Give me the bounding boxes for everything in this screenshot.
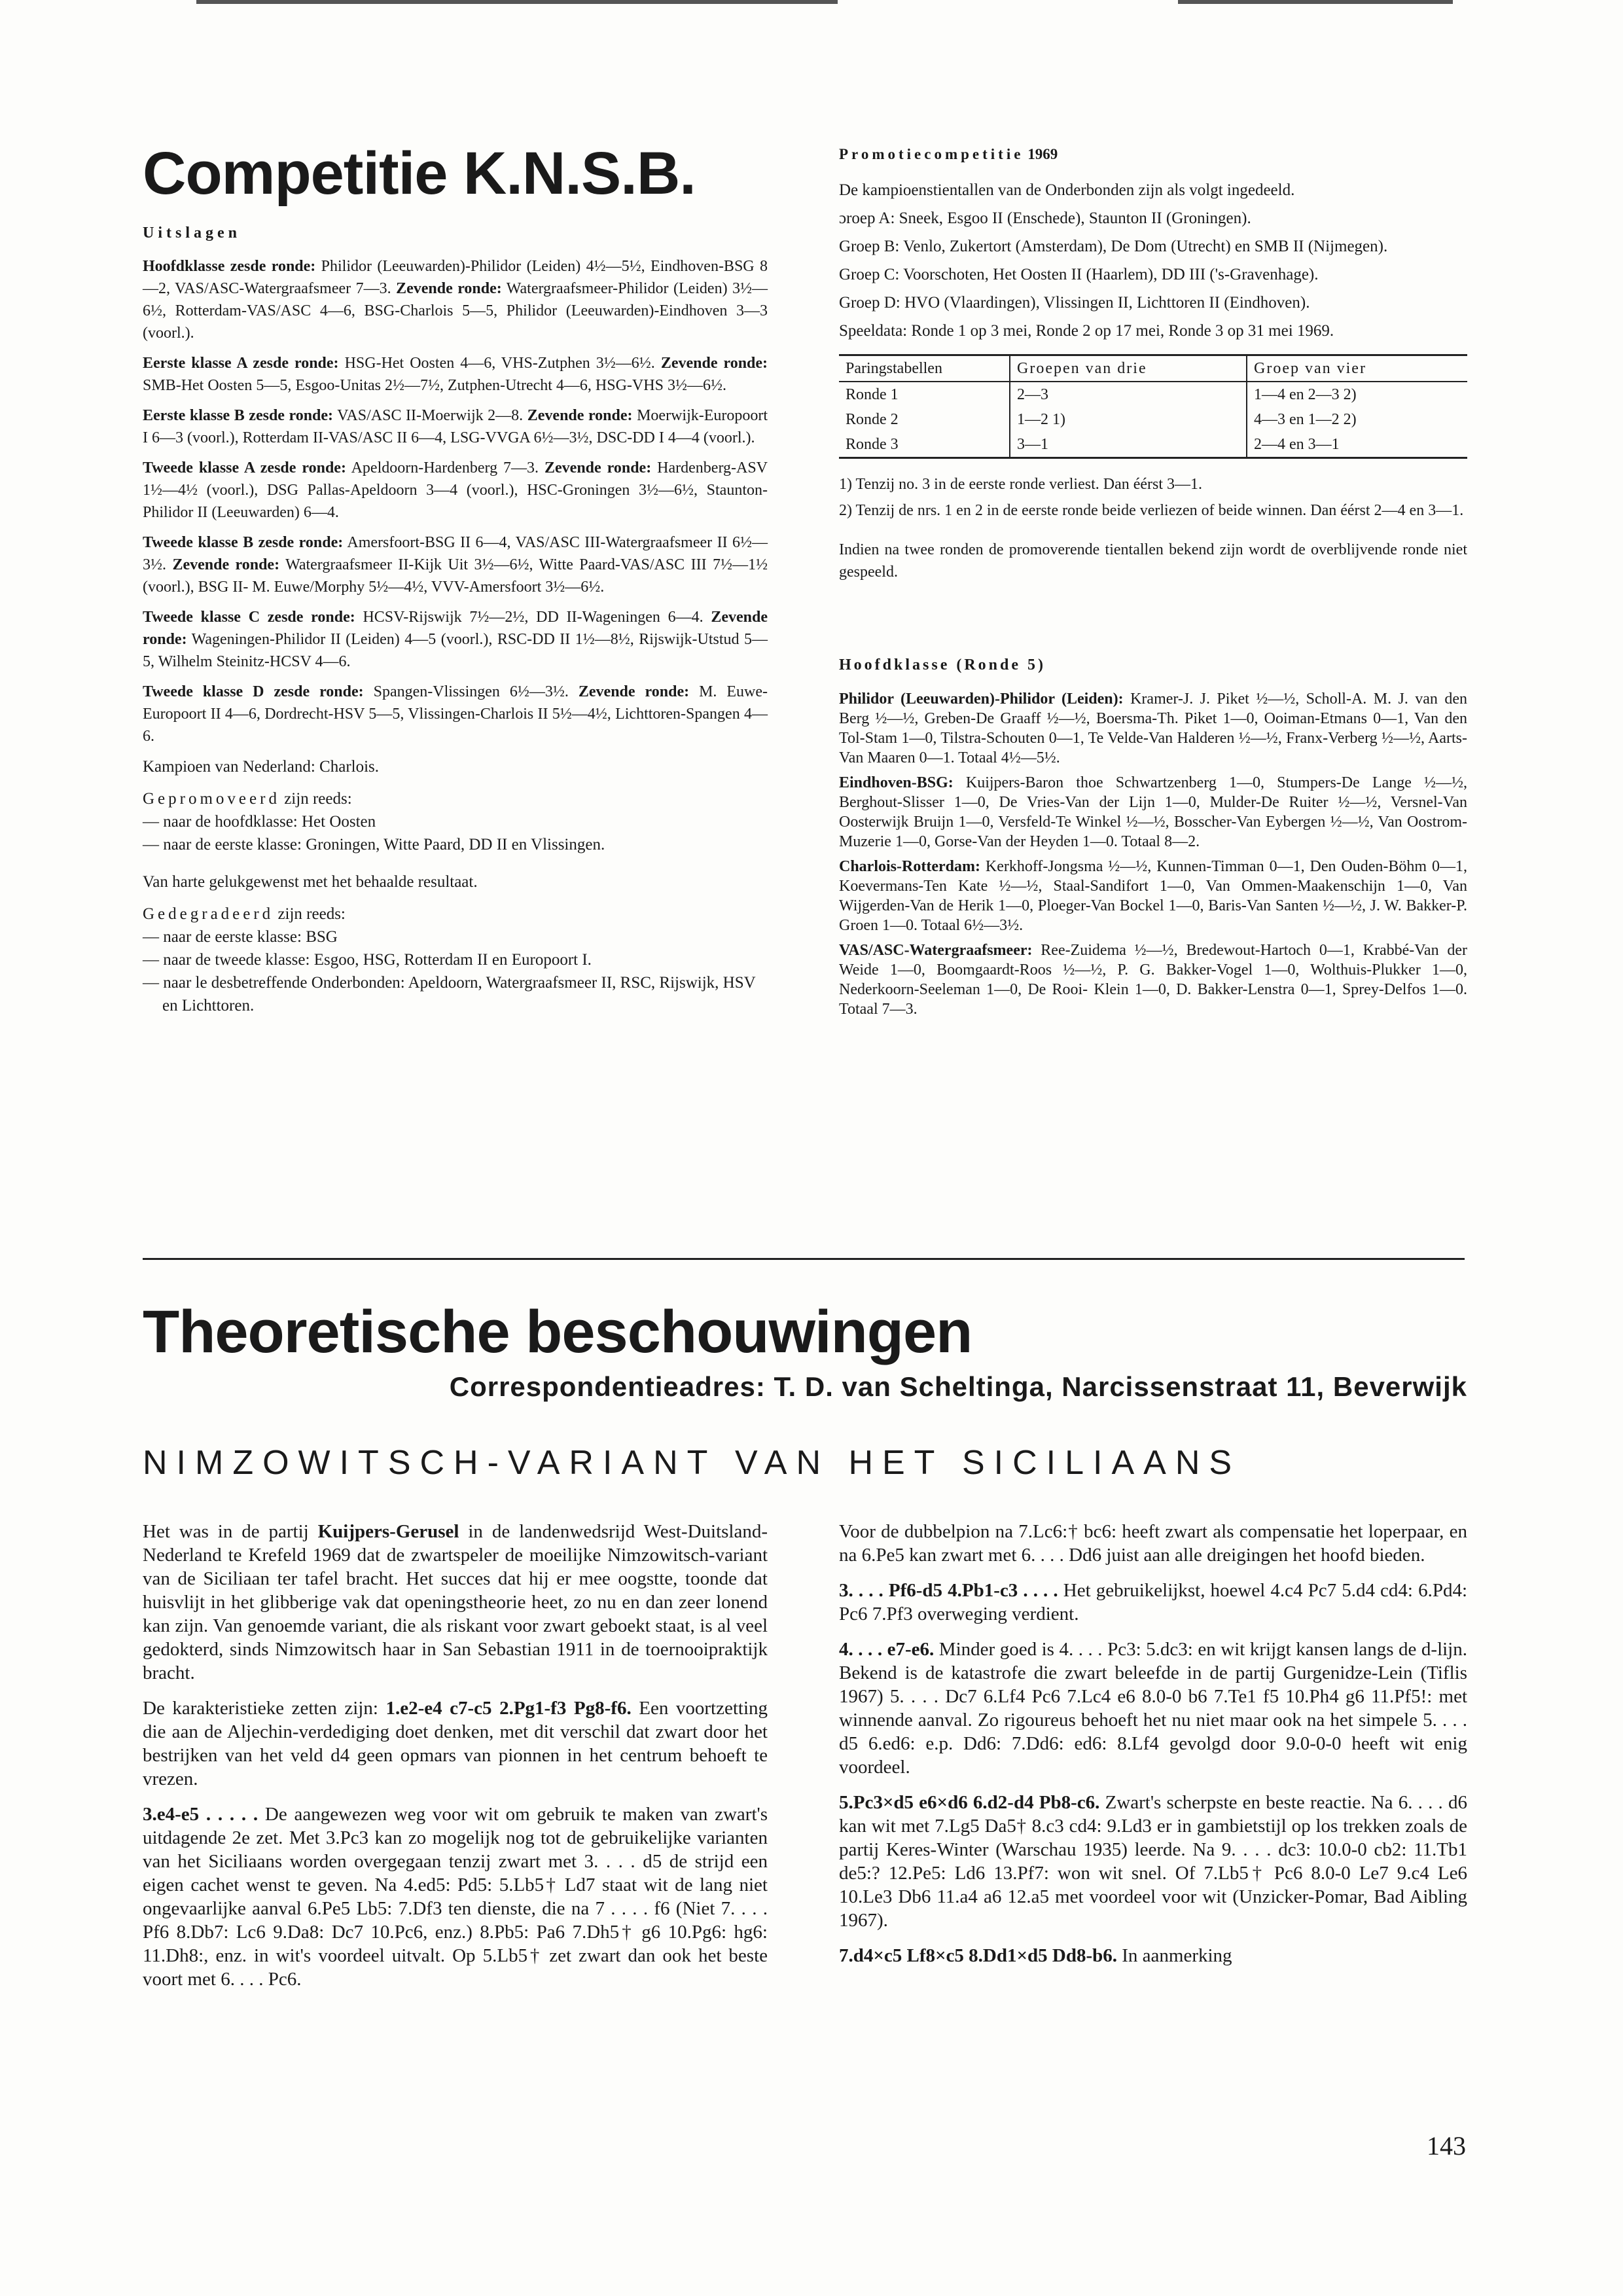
result-paragraph	[143, 457, 768, 524]
theory-right-para	[839, 1638, 1467, 1779]
result-label: Hoofdklasse zesde ronde:	[143, 258, 316, 275]
table-header-cell: Groepen van drie	[1010, 355, 1247, 382]
zijn-reeds-label: zijn reeds:	[279, 790, 352, 808]
para-text: Minder goed is 4. . . . Pc3: 5.dc3: en wit krijgt kansen langs de d-lijn. Bekend is de katastrofe die zwart beleefde in de partij Gurgenidze-Lein (Tiflis 1967) 5. . . . Dc7 6.Lf4 Pc6 7.Lc4 e6 8.0-0 b6 7.Te1 f5 10.Ph4 g6 11.Pf5!: met winnende aanval. Zo rigoureus behoeft het nu niet maar ook na het simpele 5. . . . d5 6.ed6: e.p. Dd6: 7.Dd6: ed6: 8.Lf4 gevolgd door 9.0-0-0 heeft wit enig voordeel.	[839, 1639, 1467, 1778]
theory-left-column	[143, 1520, 768, 2003]
result-paragraph	[143, 531, 768, 598]
result-text: Apeldoorn-Hardenberg 7—3.	[346, 459, 539, 476]
result-label: Zevende ronde:	[143, 609, 768, 648]
result-text: Watergraafsmeer II-Kijk Uit 3½—6½, Witte Paard-VAS/ASC III 7½—1½ (voorl.), BSG II- M. Euwe/Morphy 5½—4½, VVV-Amersfoort 3½—6½.	[143, 556, 768, 596]
table-cell: 1—2 1)	[1010, 407, 1247, 432]
top-rule-left	[196, 0, 838, 4]
variant-subtitle: NIMZOWITSCH-VARIANT VAN HET SICILIAANS	[143, 1444, 1241, 1482]
paringstabel-header	[839, 355, 1467, 382]
list-item: — naar de tweede klasse: Esgoo, HSG, Rotterdam II en Europoort I.	[143, 948, 768, 971]
para-text: In aanmerking	[1117, 1945, 1232, 1966]
theory-left-para	[143, 1520, 768, 1685]
para-bold: 5.Pc3×d5 e6×d6 6.d2-d4 Pb8-c6.	[839, 1792, 1100, 1813]
result-label: Eerste klasse A zesde ronde:	[143, 355, 339, 372]
groups-list	[839, 207, 1467, 342]
para-bold: 4. . . . e7-e6.	[839, 1639, 935, 1660]
top-rule-right	[1178, 0, 1453, 4]
result-text: Wageningen-Philidor II (Leiden) 4—5 (voorl.), RSC-DD II 1½—8½, Rijswijk-Utstud 5—5, Wilhelm Steinitz-HCSV 4—6.	[143, 631, 768, 670]
table-row	[839, 382, 1467, 407]
table-row	[839, 407, 1467, 432]
theory-title: Theoretische beschouwingen	[143, 1299, 972, 1365]
table-cell: 1—4 en 2—3 2)	[1247, 382, 1467, 407]
result-label: Tweede klasse C zesde ronde:	[143, 609, 355, 626]
promotie-column	[839, 143, 1467, 1024]
table-cell: Ronde 1	[846, 386, 899, 403]
uitslagen-heading: Uitslagen	[143, 224, 241, 242]
result-label: Zevende ronde:	[396, 280, 502, 297]
result-label: Zevende ronde:	[578, 683, 690, 700]
result-text: HSG-Het Oosten 4—6, VHS-Zutphen 3½—6½.	[338, 355, 655, 372]
result-text: Watergraafsmeer-Philidor (Leiden) 3½—6½, Rotterdam-VAS/ASC 4—6, BSG-Charlois 5—5, Philidor (Leeuwarden)-Eindhoven 3—3 (voorl.).	[143, 280, 768, 342]
table-header-cell: Groep van vier	[1247, 355, 1467, 382]
para-text: in de landenwedsrijd West-Duitsland-Nederland te Krefeld 1969 dat de zwartspeler de moeilijke Nimzowitsch-variant van de Siciliaan ter tafel bracht. Het succes dat hij er mee oogstte, toonde dat huisvlijt in het glibberige vak dat openingstheorie heet, zo nu en dan zeer lonend kan zijn. Van genoemde variant, die als riskant voor zwart geboekt staat, is al veel gedokterd, sinds Nimzowitsch haar in San Sebastian 1911 in de toernooipraktijk bracht.	[143, 1521, 768, 1683]
match-paragraph	[839, 773, 1467, 852]
para-bold: 3.e4-e5 . . . . .	[143, 1804, 259, 1825]
para-bold: Kuijpers-Gerusel	[317, 1521, 459, 1542]
result-label: Zevende ronde:	[172, 556, 280, 573]
zijn-reeds-label: zijn reeds:	[274, 905, 346, 923]
match-paragraph	[839, 941, 1467, 1019]
result-paragraph	[143, 681, 768, 747]
list-item: — naar de hoofdklasse: Het Oosten	[143, 810, 768, 833]
gepromoveerd-heading	[143, 787, 768, 810]
match-paragraph	[839, 857, 1467, 935]
theory-left-para	[143, 1803, 768, 1991]
result-text: Spangen-Vlissingen 6½—3½.	[363, 683, 569, 700]
theory-left-para	[143, 1696, 768, 1791]
result-text: VAS/ASC II-Moerwijk 2—8.	[333, 407, 524, 424]
table-cell: Ronde 3	[839, 432, 1010, 458]
result-text: SMB-Het Oosten 5—5, Esgoo-Unitas 2½—7½, Zutphen-Utrecht 4—6, HSG-VHS 3½—6½.	[143, 377, 726, 394]
para-text: Het was in de partij	[143, 1521, 318, 1542]
para-text: De aangewezen weg voor wit om gebruik te maken van zwart's uitdagende 2e zet. Met 3.Pc3 kan zo mogelijk nog tot de gebruikelijke varianten van het Siciliaans worden overgegaan tenzij zwart met 3. . . . d5 de strijd een eigen cachet wenst te geven. Na 4.ed5: Pd5: 5.Lb5† Ld7 staat wit de lang niet ongevaarlijke aanval 6.Pe5 Lb5: 7.Df3 ten dienste, die na 7 . . . . f6 (Niet 7. . . . Pf6 8.Db7: Lc6 9.Da8: Dc7 10.Pc6, enz.) 8.Pb5: Pa6 7.Dh5† g6 10.Pg6: hg6: 11.Dh8:, enz. in wit's voordeel uitvalt. Op 5.Lb5† zet zwart dan ook het beste voort met 6. . . . Pc6.	[143, 1804, 768, 1990]
match-label: Charlois-Rotterdam:	[839, 858, 980, 875]
para-text: Zwart's scherpste en beste reactie. Na 6. . . . d6 kan wit met 7.Lg5 Da5† 8.c3 cd4: 9.Ld3 er in gambietstijl op los trekken zoals de partij Keres-Winter (Warschau 1935) leerde. Na 9. . . . dc3: 10.0-0 cb2: 11.Tb1 de5:? 12.Pe5: Ld6 13.Pf7: won wit snel. Of 7.Lb5† Pc6 8.0-0 Le7 9.c4 Le6 10.Le3 Db6 11.a4 a6 12.a5 met voordeel voor wit (Unzicker-Pomar, Bad Aibling 1967).	[839, 1792, 1467, 1931]
footnotes	[839, 473, 1467, 522]
group-line: Groep D: HVO (Vlaardingen), Vlissingen II, Lichttoren II (Eindhoven).	[839, 294, 1310, 312]
match-label: VAS/ASC-Watergraafsmeer:	[839, 942, 1033, 959]
knsb-column	[143, 141, 768, 1031]
result-label: Zevende ronde:	[544, 459, 652, 476]
result-label: Tweede klasse B zesde ronde:	[143, 534, 344, 551]
gelukgewenst-line: Van harte gelukgewenst met het behaalde resultaat.	[143, 873, 478, 891]
gedegradeerd-word: Gedegradeerd	[143, 905, 274, 923]
para-bold: 1.e2-e4 c7-c5 2.Pg1-f3 Pg8-f6.	[385, 1698, 632, 1719]
match-label: Eindhoven-BSG:	[839, 774, 954, 791]
result-label: Tweede klasse A zesde ronde:	[143, 459, 346, 476]
table-header-cell: Paringstabellen	[839, 355, 1010, 382]
result-text: Moerwijk-Europoort I 6—3 (voorl.), Rotterdam II-VAS/ASC II 6—4, LSG-VVGA 6½—3½, DSC-DD I 4—4 (voorl.).	[143, 407, 768, 446]
result-paragraph	[143, 255, 768, 344]
result-text: Amersfoort-BSG II 6—4, VAS/ASC III-Watergraafsmeer II 6½—3½.	[143, 534, 768, 573]
theory-right-para: Voor de dubbelpion na 7.Lc6:† bc6: heeft zwart als compensatie het loperpaar, en na 6.Pe5 kan zwart met 6. . . . Dd6 juist aan alle dreigingen het hoofd bieden.	[839, 1521, 1467, 1566]
hoofdklasse-heading: Hoofdklasse (Ronde 5)	[839, 656, 1046, 673]
gepromoveerd-list	[143, 810, 768, 856]
promotie-heading-year: 1969	[1027, 146, 1058, 162]
section-divider	[143, 1258, 1465, 1260]
result-label: Eerste klasse B zesde ronde:	[143, 407, 334, 424]
group-line: Groep C: Voorschoten, Het Oosten II (Haarlem), DD III ('s-Gravenhage).	[839, 266, 1319, 283]
table-cell: 2—4 en 3—1	[1247, 432, 1467, 458]
match-paragraph	[839, 689, 1467, 768]
promotie-intro: De kampioenstientallen van de Onderbonden zijn als volgt ingedeeld.	[839, 181, 1295, 199]
result-text: M. Euwe-Europoort II 4—6, Dordrecht-HSV 5—5, Vlissingen-Charlois II 5½—4½, Lichttoren-Spangen 4—6.	[143, 683, 768, 745]
table-row	[839, 432, 1467, 458]
para-text: De karakteristieke zetten zijn:	[143, 1698, 386, 1719]
knsb-title: Competitie K.N.S.B.	[143, 140, 696, 207]
group-line: Groep B: Venlo, Zukertort (Amsterdam), De Dom (Utrecht) en SMB II (Nijmegen).	[839, 238, 1388, 255]
table-cell: 3—1	[1010, 432, 1247, 458]
result-paragraph	[143, 606, 768, 673]
para-bold: 3. . . . Pf6-d5 4.Pb1-c3 . . . .	[839, 1580, 1058, 1601]
gedegradeerd-list	[143, 925, 768, 1017]
theory-right-para	[839, 1579, 1467, 1626]
para-text: Een voortzetting die aan de Aljechin-verdediging doet denken, met dit verschil dat zwart door het bestrijken van het veld d4 geen opmars van pionnen in het centrum behoeft te vrezen.	[143, 1698, 768, 1789]
theory-right-para	[839, 1944, 1467, 1967]
kampioen-line: Kampioen van Nederland: Charlois.	[143, 758, 380, 776]
list-item: — naar le desbetreffende Onderbonden: Apeldoorn, Watergraafsmeer II, RSC, Rijswijk, HSV en Lichttoren.	[143, 971, 768, 1017]
match-text: Ree-Zuidema ½—½, Bredewout-Hartoch 0—1, Krabbé-Van der Weide 1—0, Boomgaardt-Roos ½—½, P. G. Bakker-Vogel 1—0, Wolthuis-Plukker 1—0, Nederkoorn-Seeleman 1—0, De Rooi- Klein 1—0, D. Bakker-Lenstra 0—1, Sprey-Delfos 1—0. Totaal 7—3.	[839, 942, 1467, 1018]
correspondence-address: Correspondentieadres: T. D. van Scheltinga, Narcissenstraat 11, Beverwijk	[449, 1371, 1467, 1402]
footnote-2: 2) Tenzij de nrs. 1 en 2 in de eerste ronde beide verliezen of beide winnen. Dan éérst 2—4 en 3—1.	[839, 502, 1464, 519]
promotie-heading-word: Promotiecompetitie	[839, 146, 1024, 162]
results-list	[143, 255, 768, 747]
page-number: 143	[1427, 2131, 1466, 2161]
result-text: Philidor (Leeuwarden)-Philidor (Leiden) 4½—5½, Eindhoven-BSG 8—2, VAS/ASC-Watergraafsmeer 7—3.	[143, 258, 768, 297]
match-text: Kramer-J. J. Piket ½—½, Scholl-A. M. J. van den Berg ½—½, Greben-De Graaff ½—½, Boersma-Th. Piket 1—0, Ooiman-Etmans 0—1, Van den Tol-Stam 1—0, Tilstra-Schouten 0—1, Te Velde-Van Halderen ½—½, Franx-Verberg ½—½, Aarts-Van Maaren 0—1. Totaal 4½—5½.	[839, 691, 1468, 766]
hoofdklasse-section	[839, 655, 1467, 1019]
group-line: ɔroep A: Sneek, Esgoo II (Enschede), Staunton II (Groningen).	[839, 209, 1251, 227]
match-label: Philidor (Leeuwarden)-Philidor (Leiden):	[839, 691, 1124, 708]
table-cell: 2—3	[1010, 382, 1247, 407]
result-paragraph	[143, 352, 768, 397]
gepromoveerd-word: Gepromoveerd	[143, 790, 280, 808]
promotie-heading	[839, 143, 1467, 166]
match-text: Kerkhoff-Jongsma ½—½, Kunnen-Timman 0—1, Den Ouden-Böhm 0—1, Koevermans-Ten Kate ½—½, Staal-Sandifort 1—0, Van Ommen-Maakenschijn 1—0, Van Wijgerden-Van de Herik 1—0, Ploeger-Van Bockel 1—0, Baris-Van Santen ½—½, J. W. Bakker-P. Groen 1—0. Totaal 6½—3½.	[839, 858, 1467, 934]
para-bold: 7.d4×c5 Lf8×c5 8.Dd1×d5 Dd8-b6.	[839, 1945, 1118, 1966]
theory-right-para	[839, 1791, 1467, 1932]
indien-note: Indien na twee ronden de promoverende tientallen bekend zijn wordt de overblijvende ronde niet gespeeld.	[839, 541, 1467, 581]
footnote-1: 1) Tenzij no. 3 in de eerste ronde verliest. Dan éérst 3—1.	[839, 476, 1203, 493]
result-label: Zevende ronde:	[660, 355, 768, 372]
group-line: Speeldata: Ronde 1 op 3 mei, Ronde 2 op 17 mei, Ronde 3 op 31 mei 1969.	[839, 322, 1334, 340]
match-text: Kuijpers-Baron thoe Schwartzenberg 1—0, Stumpers-De Lange ½—½, Berghout-Slisser 1—0, De Vries-Van der Lijn 1—0, Mulder-De Ruiter ½—½, Versnel-Van Oosterwijk Bruijn 1—0, Versfeld-Te Winkel ½—½, Bosscher-Van Eybergen ½—½, Van Oostrom-Muzerie 1—0, Gorse-Van der Heyden 1—0. Totaal 8—2.	[839, 774, 1467, 850]
table-cell: Ronde 2	[846, 411, 899, 428]
paringstabel	[839, 354, 1467, 459]
list-item: — naar de eerste klasse: BSG	[143, 925, 768, 948]
result-text: Hardenberg-ASV 1½—4½ (voorl.), DSG Pallas-Apeldoorn 3—4 (voorl.), HSC-Groningen 3½—6½, Staunton-Philidor II (Leeuwarden) 6—4.	[143, 459, 768, 521]
result-label: Zevende ronde:	[527, 407, 633, 424]
table-cell: 4—3 en 1—2 2)	[1247, 407, 1467, 432]
result-label: Tweede klasse D zesde ronde:	[143, 683, 364, 700]
list-item: — naar de eerste klasse: Groningen, Witte Paard, DD II en Vlissingen.	[143, 833, 768, 856]
matches-list	[839, 689, 1467, 1019]
gedegradeerd-heading	[143, 903, 768, 925]
para-text: Het gebruikelijkst, hoewel 4.c4 Pc7 5.d4 cd4: 6.Pd4: Pc6 7.Pf3 overweging verdient.	[839, 1580, 1468, 1624]
result-text: HCSV-Rijswijk 7½—2½, DD II-Wageningen 6—4.	[355, 609, 704, 626]
result-paragraph	[143, 404, 768, 449]
theory-right-column	[839, 1520, 1467, 1979]
